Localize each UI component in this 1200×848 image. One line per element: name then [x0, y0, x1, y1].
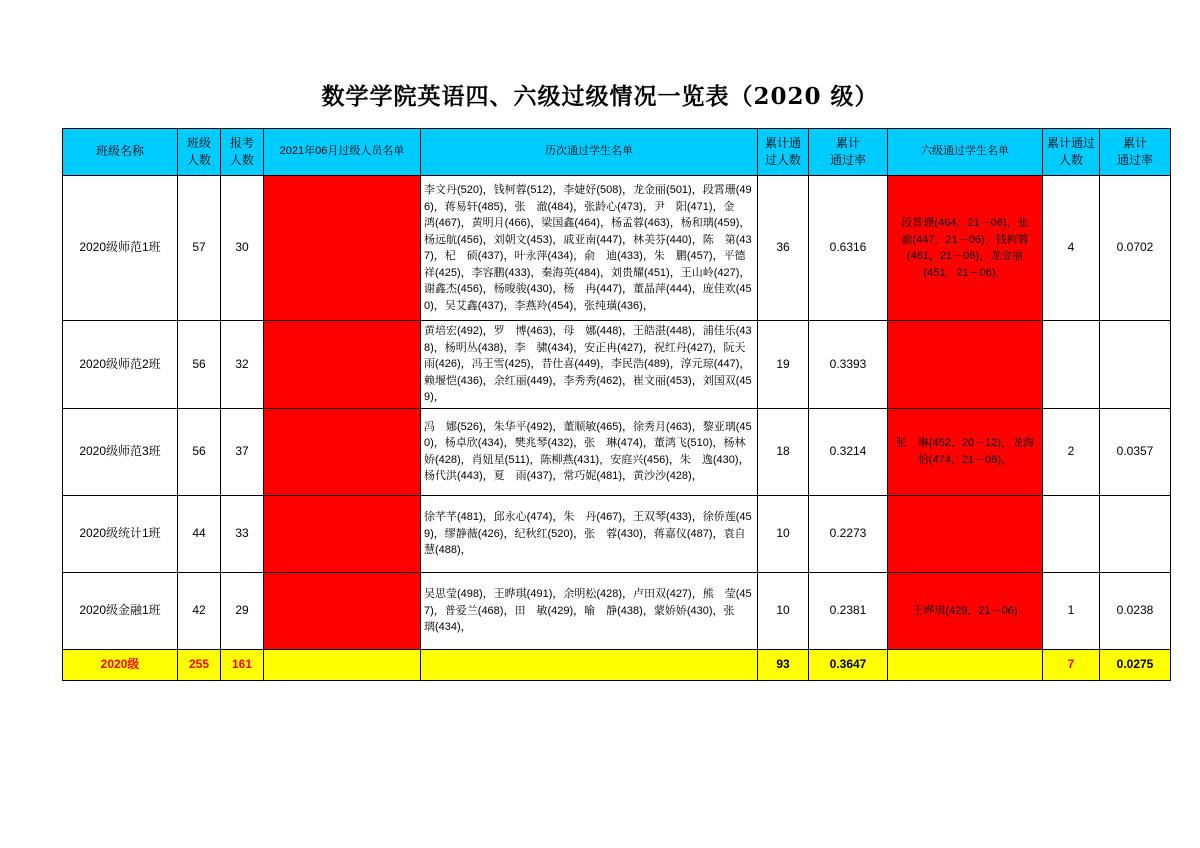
cell-class-size: 44 — [178, 496, 221, 573]
table-row — [63, 408, 1171, 496]
cell-applicants: 32 — [221, 321, 264, 409]
cell-cum-pass: 18 — [758, 408, 809, 496]
pass-rate-table — [62, 128, 1171, 681]
header-six-rate: 累计 通过率 — [1100, 129, 1171, 176]
cell-cum-pass: 19 — [758, 321, 809, 409]
cell-six-list: 张 琳(452，20－12)，龙海恰(474，21－06)， — [888, 408, 1043, 496]
table-head — [63, 129, 1171, 176]
cell-six-list: 段霄珊(464，21－06)，张 澈(447，21－06)，钱柯蓉(461，21－06)，龙金丽(451，21－06)， — [888, 176, 1043, 321]
page-title: 数学学院英语四、六级过级情况一览表（2020 级） — [321, 83, 879, 110]
header-passed-2021-06: 2021年06月过级人员名单 — [264, 129, 421, 176]
cell-all-passed: 徐芊芊(481)，邱永心(474)，朱 丹(467)，王双琴(433)，徐侨莲(459)，缪静薇(426)，纪秋红(520)，张 蓉(430)，蒋嘉仪(487)，袁自慧(488)， — [421, 496, 758, 573]
cell-passed-2021-06: 卢田双(427)，熊 莹(457)，普爱兰(468)，田 敏(429)，喻 静(438)，蒙娇娇(430)，张 璃(434)， — [264, 573, 421, 650]
cell-class-name: 2020级统计1班 — [63, 496, 178, 573]
total-passed-2021-06 — [264, 650, 421, 681]
cell-six-list — [888, 321, 1043, 409]
cell-passed-2021-06: 昔仕喜(449)，李民浩(489)，淳元琼(447)，赖堰恺(436)，余红丽(449)，李秀秀(462)，崔文丽(453)，刘国双(459)， — [264, 321, 421, 409]
cell-six-rate — [1100, 496, 1171, 573]
table-row — [63, 573, 1171, 650]
header-row — [63, 129, 1171, 176]
header-cum-rate: 累计 通过率 — [809, 129, 888, 176]
cell-six-cum — [1043, 321, 1100, 409]
total-six-rate: 0.0275 — [1100, 650, 1171, 681]
total-class-size: 255 — [178, 650, 221, 681]
total-six-cum: 7 — [1043, 650, 1100, 681]
cell-six-cum — [1043, 496, 1100, 573]
table-row — [63, 496, 1171, 573]
cell-passed-2021-06: 董鸿飞(510)，杨林娇(428)，肖妞星(511)，陈柳燕(431)，安庭兴(456)，朱 逸(430)，杨代洪(443)，夏 雨(437)，常巧妮(481)，黄沙沙(428)， — [264, 408, 421, 496]
cell-cum-pass: 10 — [758, 573, 809, 650]
header-six-list: 六级通过学生名单 — [888, 129, 1043, 176]
cell-cum-rate: 0.2381 — [809, 573, 888, 650]
header-cum-pass: 累计通 过人数 — [758, 129, 809, 176]
cell-cum-rate: 0.3214 — [809, 408, 888, 496]
cell-six-cum: 2 — [1043, 408, 1100, 496]
cell-applicants: 30 — [221, 176, 264, 321]
header-class-size: 班级 人数 — [178, 129, 221, 176]
total-applicants: 161 — [221, 650, 264, 681]
cell-cum-pass: 10 — [758, 496, 809, 573]
cell-cum-rate: 0.6316 — [809, 176, 888, 321]
total-cum-rate: 0.3647 — [809, 650, 888, 681]
cell-six-list: 王晔琪(429，21－06) — [888, 573, 1043, 650]
header-class-name: 班级名称 — [63, 129, 178, 176]
header-all-passed: 历次通过学生名单 — [421, 129, 758, 176]
table-row — [63, 321, 1171, 409]
cell-class-name: 2020级金融1班 — [63, 573, 178, 650]
cell-six-rate: 0.0357 — [1100, 408, 1171, 496]
cell-six-cum: 4 — [1043, 176, 1100, 321]
cell-passed-2021-06: 纪秋红(520)，张 蓉(430)，蒋嘉仪(487)，袁自慧(488)， — [264, 496, 421, 573]
total-label: 2020级 — [63, 650, 178, 681]
cell-cum-rate: 0.3393 — [809, 321, 888, 409]
cell-applicants: 33 — [221, 496, 264, 573]
cell-cum-rate: 0.2273 — [809, 496, 888, 573]
cell-class-size: 56 — [178, 321, 221, 409]
table-body — [63, 176, 1171, 681]
table-row — [63, 176, 1171, 321]
total-all-passed — [421, 650, 758, 681]
cell-class-name: 2020级师范3班 — [63, 408, 178, 496]
total-six-list — [888, 650, 1043, 681]
cell-all-passed: 冯 娜(526)，朱华平(492)，董顺敏(465)，徐秀月(463)，黎亚璃(450)，杨卓欣(434)，樊兆琴(432)，张 琳(474)，董鸿飞(510)，杨林娇(428)，肖妞星(511)，陈柳燕(431)，安庭兴(456)，朱 逸(430)，杨代洪(443)，夏 雨(437)，常巧妮(481)，黄沙沙(428)， — [421, 408, 758, 496]
cell-six-rate — [1100, 321, 1171, 409]
table-total-row — [63, 650, 1171, 681]
cell-passed-2021-06: 朱 鹏(457)，平德祥(425)，李容鹏(433)，秦海英(484)，刘贵耀(451)，王山岭(427)，谢鑫杰(456)，杨晙骏(430)，杨 冉(447)，董晶萍(444)，庞佳欢(450)，吴艾鑫(437)，李燕羚(454)，张纯璜(436)， — [264, 176, 421, 321]
cell-six-rate: 0.0238 — [1100, 573, 1171, 650]
cell-six-rate: 0.0702 — [1100, 176, 1171, 321]
cell-class-name: 2020级师范1班 — [63, 176, 178, 321]
header-applicants: 报考 人数 — [221, 129, 264, 176]
cell-class-size: 42 — [178, 573, 221, 650]
cell-class-name: 2020级师范2班 — [63, 321, 178, 409]
cell-class-size: 56 — [178, 408, 221, 496]
cell-all-passed: 李文丹(520)，钱柯蓉(512)，李婕妤(508)，龙金丽(501)，段霄珊(496)，蒋易轩(485)，张 澈(484)，张龄心(473)，尹 阳(471)，金 鸿(467)，黄明月(466)，梁国鑫(464)，杨孟蓉(463)，杨和璃(459)，杨远航(456)，刘朝文(453)，戚亚南(447)，林美芬(440)，陈 第(437)，杞 硕(437)，叶永萍(434)，俞 迪(433)，朱 鹏(457)，平德祥(425)，李容鹏(433)，秦海英(484)，刘贵耀(451)，王山岭(427)，谢鑫杰(456)，杨晙骏(430)，杨 冉(447)，董晶萍(444)，庞佳欢(450)，吴艾鑫(437)，李燕羚(454)，张纯璜(436)， — [421, 176, 758, 321]
total-cum-pass: 93 — [758, 650, 809, 681]
cell-class-size: 57 — [178, 176, 221, 321]
cell-all-passed: 黄培宏(492)，罗 博(463)，母 娜(448)，王皓湛(448)，浦佳乐(438)，杨明丛(438)，李 骕(434)，安正冉(427)，祝红丹(427)，阮天雨(426)，冯王雪(425)，昔仕喜(449)，李民浩(489)，淳元琼(447)，赖堰恺(436)，余红丽(449)，李秀秀(462)，崔文丽(453)，刘国双(459)， — [421, 321, 758, 409]
cell-applicants: 37 — [221, 408, 264, 496]
cell-all-passed: 吴思莹(498)，王晔琪(491)，余明松(428)，卢田双(427)，熊 莹(457)，普爱兰(468)，田 敏(429)，喻 静(438)，蒙娇娇(430)，张 璃(434)， — [421, 573, 758, 650]
cell-six-cum: 1 — [1043, 573, 1100, 650]
cell-six-list — [888, 496, 1043, 573]
cell-applicants: 29 — [221, 573, 264, 650]
cell-cum-pass: 36 — [758, 176, 809, 321]
header-six-cum: 累计通过 人数 — [1043, 129, 1100, 176]
